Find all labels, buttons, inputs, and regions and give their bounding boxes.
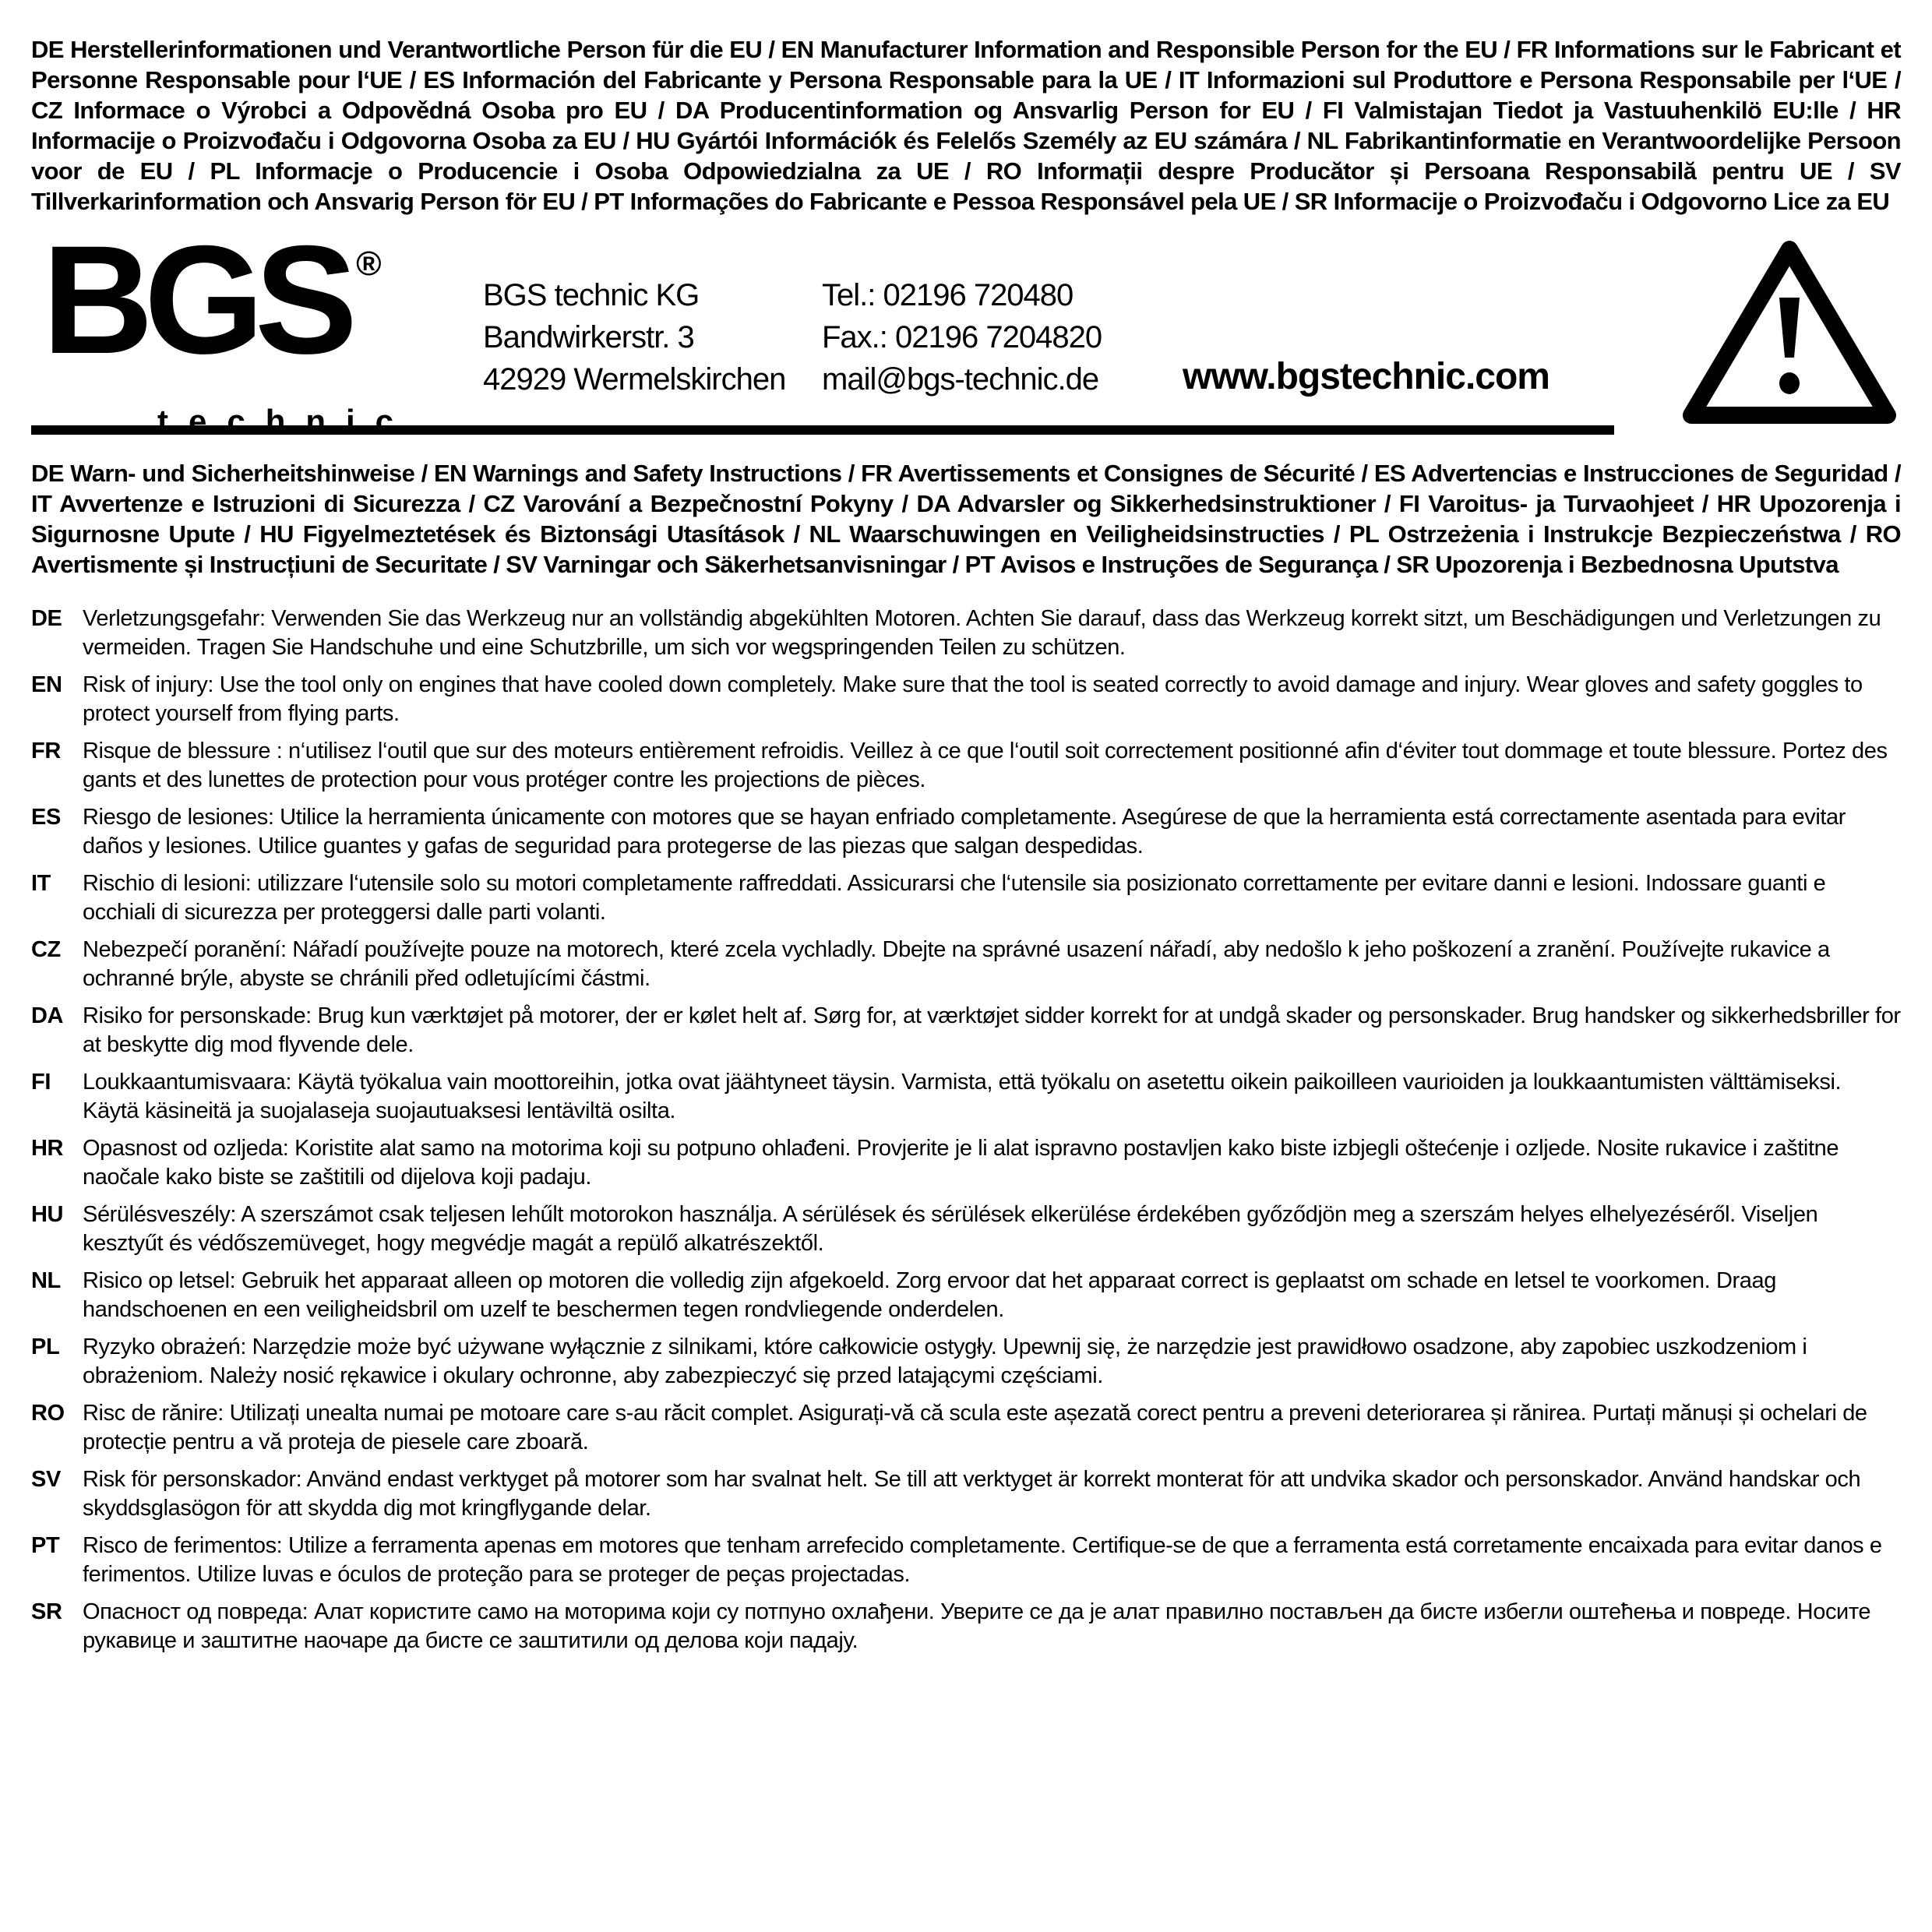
manufacturer-info-header: DE Herstellerinformationen und Verantwortliche Person für die EU / EN Manufacturer Information and Responsible Person for the EU / FR Informations sur le Fabricant et Personne Responsable pour l‘UE / ES Información del Fabricante y Persona Responsable para la UE / IT Informazioni sul Produttore e Persona Responsabile per l‘UE / CZ Informace o Výrobci a Odpovědná Osoba pro EU / DA Producentinformation og Ansvarlig Person for EU / FI Valmistajan Tiedot ja Vastuuhenkilö EU:lle / HR Informacije o Proizvođaču i Odgovorna Osoba za EU / HU Gyártói Információk és Felelős Személy az EU számára / NL Fabrikantinformatie en Verantwoordelijke Persoon voor de EU / PL Informacje o Producencie i Osoba Odpowiedzialna za UE / RO Informații despre Producător și Persoana Responsabilă pentru UE / SV Tillverkarinformation och Ansvarig Person för EU / PT Informações do Fabricante e Pessoa Responsável pela UE / SR Informacije o Proizvođaču i Odgovorno Lice za EU bbox=[31, 36, 1901, 215]
warning-item bbox=[31, 1532, 1901, 1589]
warning-text: Risco de ferimentos: Utilize a ferramenta apenas em motores que tenham arrefecido completamente. Certifique-se de que a ferramenta está corretamente encaixada para evitar danos e ferimentos. Utilize luvas e óculos de proteção para se proteger de peças projectadas. bbox=[83, 1533, 1882, 1587]
brand-row bbox=[31, 213, 1901, 439]
warning-text: Risico op letsel: Gebruik het apparaat alleen op motoren die volledig zijn afgekoeld. Zorg ervoor dat het apparaat correct is geplaatst om schade en letsel te voorkomen. Draag handschoenen en een veiligheidsbril om uzelf te beschermen tegen rondvliegende onderdelen. bbox=[83, 1268, 1776, 1322]
warning-item bbox=[31, 803, 1901, 861]
warning-text: Опасност од повреда: Алат користите само на моторима који су потпуно охлађени. Уверите се да је алат правилно постављен да бисте избегли оштећења и повреде. Носите рукавице и заштитне наочаре да бисте се заштитили од делова који падају. bbox=[83, 1599, 1871, 1653]
company-name: BGS technic KG bbox=[483, 278, 700, 312]
warning-item bbox=[31, 737, 1901, 795]
language-code: FR bbox=[31, 739, 61, 763]
language-code: CZ bbox=[31, 937, 61, 962]
phone-number: Tel.: 02196 720480 bbox=[822, 278, 1074, 312]
language-code: SV bbox=[31, 1467, 61, 1492]
language-code: SR bbox=[31, 1599, 62, 1624]
language-code: IT bbox=[31, 871, 51, 896]
bgs-logo-wordmark bbox=[42, 213, 414, 404]
warning-text: Riesgo de lesiones: Utilice la herramienta únicamente con motores que se hayan enfriado completamente. Asegúrese de que la herramienta está correctamente asentada para evitar daños y lesiones. Utilice guantes y gafas de seguridad para protegerse de las piezas que salgan despedidas. bbox=[83, 805, 1846, 858]
language-code: DA bbox=[31, 1003, 64, 1028]
language-code: FI bbox=[31, 1070, 51, 1095]
email-address: mail@bgs-technic.de bbox=[822, 362, 1099, 397]
language-code: EN bbox=[31, 672, 62, 697]
warning-item bbox=[31, 1399, 1901, 1457]
bgs-logo-technic-text: technic bbox=[157, 403, 414, 439]
warnings-header: DE Warn- und Sicherheitshinweise / EN Warnings and Safety Instructions / FR Avertissements et Consignes de Sécurité / ES Advertencias e Instrucciones de Seguridad / IT Avvertenze e Istruzioni di Sicurezza / CZ Varování a Bezpečnostní Pokyny / DA Advarsler og Sikkerhedsinstruktioner / FI Varoitus- ja Turvaohjeet / HR Upozorenja i Sigurnosne Upute / HU Figyelmeztetések és Biztonsági Utasítások / NL Waarschuwingen en Veiligheidsinstructies / PL Ostrzeżenia i Instrukcje Bezpieczeństwa / RO Avertismente și Instrucțiuni de Securitate / SV Varningar och Säkerhetsanvisningar / PT Avisos e Instruções de Segurança / SR Upozorenja i Bezbednosna Uputstva bbox=[31, 460, 1901, 578]
registered-trademark-mark: ® bbox=[356, 245, 382, 283]
city-address: 42929 Wermelskirchen bbox=[483, 362, 786, 397]
warning-item bbox=[31, 1134, 1901, 1192]
language-code: NL bbox=[31, 1268, 61, 1293]
language-code: HR bbox=[31, 1136, 64, 1161]
warning-text: Opasnost od ozljeda: Koristite alat samo na motorima koji su potpuno ohlađeni. Provjerite je li alat ispravno postavljen kako biste izbjegli oštećenje i ozljede. Nosite rukavice i zaštitne naočale kako biste se zaštitili od dijelova koji padaju. bbox=[83, 1136, 1839, 1190]
website-url: www.bgstechnic.com bbox=[1183, 356, 1549, 397]
address-block bbox=[483, 274, 785, 400]
warning-text: Risque de blessure : n‘utilisez l‘outil que sur des moteurs entièrement refroidis. Veillez à ce que l‘outil soit correctement positionné afin d‘éviter tout dommage et toute blessure. Portez des gants et des lunettes de protection pour vous protéger contre les projections de pièces. bbox=[83, 739, 1888, 792]
bgs-logo-text: BGS bbox=[42, 213, 349, 386]
warning-triangle-icon bbox=[1680, 237, 1899, 425]
warning-text: Risiko for personskade: Brug kun værktøjet på motorer, der er kølet helt af. Sørg for, at værktøjet sidder korrekt for at undgå skader og personskader. Brug handsker og sikkerhedsbriller for at beskytte dig mod flyvende dele. bbox=[83, 1003, 1901, 1057]
language-code: DE bbox=[31, 606, 62, 631]
contact-block bbox=[822, 274, 1102, 400]
warning-text: Nebezpečí poranění: Nářadí používejte pouze na motorech, které zcela vychladly. Dbejte na správné usazení nářadí, aby nedošlo k jeho poškození a zranění. Používejte rukavice a ochranné brýle, abyste se chránili před odletujícími částmi. bbox=[83, 937, 1830, 991]
language-code: PT bbox=[31, 1533, 60, 1558]
warning-item bbox=[31, 1465, 1901, 1523]
warning-text: Sérülésveszély: A szerszámot csak teljesen lehűlt motorokon használja. A sérülések és sérülések elkerülése érdekében győződjön meg a szerszám helyes elhelyezéséről. Viseljen kesztyűt és védőszemüveget, hogy megvédje magát a repülő alkatrészektől. bbox=[83, 1202, 1818, 1256]
warning-item bbox=[31, 1002, 1901, 1059]
bgs-logo bbox=[42, 213, 414, 439]
warning-text: Rischio di lesioni: utilizzare l‘utensile solo su motori completamente raffreddati. Assicurarsi che l‘utensile sia posizionato correttamente per evitare danni e lesioni. Indossare guanti e occhiali di sicurezza per proteggersi dalle parti volanti. bbox=[83, 871, 1826, 925]
warning-text: Risc de rănire: Utilizați unealta numai pe motoare care s-au răcit complet. Asigurați-vă că scula este așezată corect pentru a preveni deteriorarea și rănirea. Purtați mănuși și ochelari de protecție pentru a vă proteja de piesele care zboară. bbox=[83, 1401, 1867, 1454]
warning-text: Loukkaantumisvaara: Käytä työkalua vain moottoreihin, jotka ovat jäähtyneet täysin. Varmista, että työkalu on asetettu oikein paikoilleen vaurioiden ja loukkaantumisten välttämiseksi. Käytä käsineitä ja suojalaseja suojautuaksesi lentäviltä osilta. bbox=[83, 1070, 1842, 1123]
warning-text: Verletzungsgefahr: Verwenden Sie das Werkzeug nur an vollständig abgekühlten Motoren. Achten Sie darauf, dass das Werkzeug korrekt sitzt, um Beschädigungen und Verletzungen zu vermeiden. Tragen Sie Handschuhe und eine Schutzbrille, um sich vor wegspringenden Teilen zu schützen. bbox=[83, 606, 1881, 660]
warning-item bbox=[31, 869, 1901, 927]
warning-item bbox=[31, 605, 1901, 662]
street-address: Bandwirkerstr. 3 bbox=[483, 320, 694, 354]
warning-item bbox=[31, 936, 1901, 993]
warning-text: Ryzyko obrażeń: Narzędzie może być używane wyłącznie z silnikami, które całkowicie ostygły. Upewnij się, że narzędzie jest prawidłowo osadzone, aby zapobiec uszkodzeniom i obrażeniom. Należy nosić rękawice i okulary ochronne, aby zabezpieczyć się przed latającymi częściami. bbox=[83, 1334, 1807, 1388]
warning-text: Risk of injury: Use the tool only on engines that have cooled down completely. Make sure that the tool is seated correctly to avoid damage and injury. Wear gloves and safety goggles to protect yourself from flying parts. bbox=[83, 672, 1863, 726]
language-code: HU bbox=[31, 1202, 64, 1227]
warning-item bbox=[31, 1598, 1901, 1655]
warning-text: Risk för personskador: Använd endast verktyget på motorer som har svalnat helt. Se till att verktyget är korrekt monterat för att undvika skador och personskador. Använd handskar och skyddsglasögon för att skydda dig mot kringflygande delar. bbox=[83, 1467, 1861, 1521]
language-code: ES bbox=[31, 805, 61, 830]
warning-item bbox=[31, 1333, 1901, 1391]
warning-item bbox=[31, 1200, 1901, 1258]
warning-item bbox=[31, 1068, 1901, 1126]
warnings-list bbox=[31, 605, 1901, 1655]
warning-item bbox=[31, 671, 1901, 728]
language-code: PL bbox=[31, 1334, 60, 1359]
warning-item bbox=[31, 1267, 1901, 1324]
fax-number: Fax.: 02196 7204820 bbox=[822, 320, 1102, 354]
language-code: RO bbox=[31, 1401, 65, 1426]
